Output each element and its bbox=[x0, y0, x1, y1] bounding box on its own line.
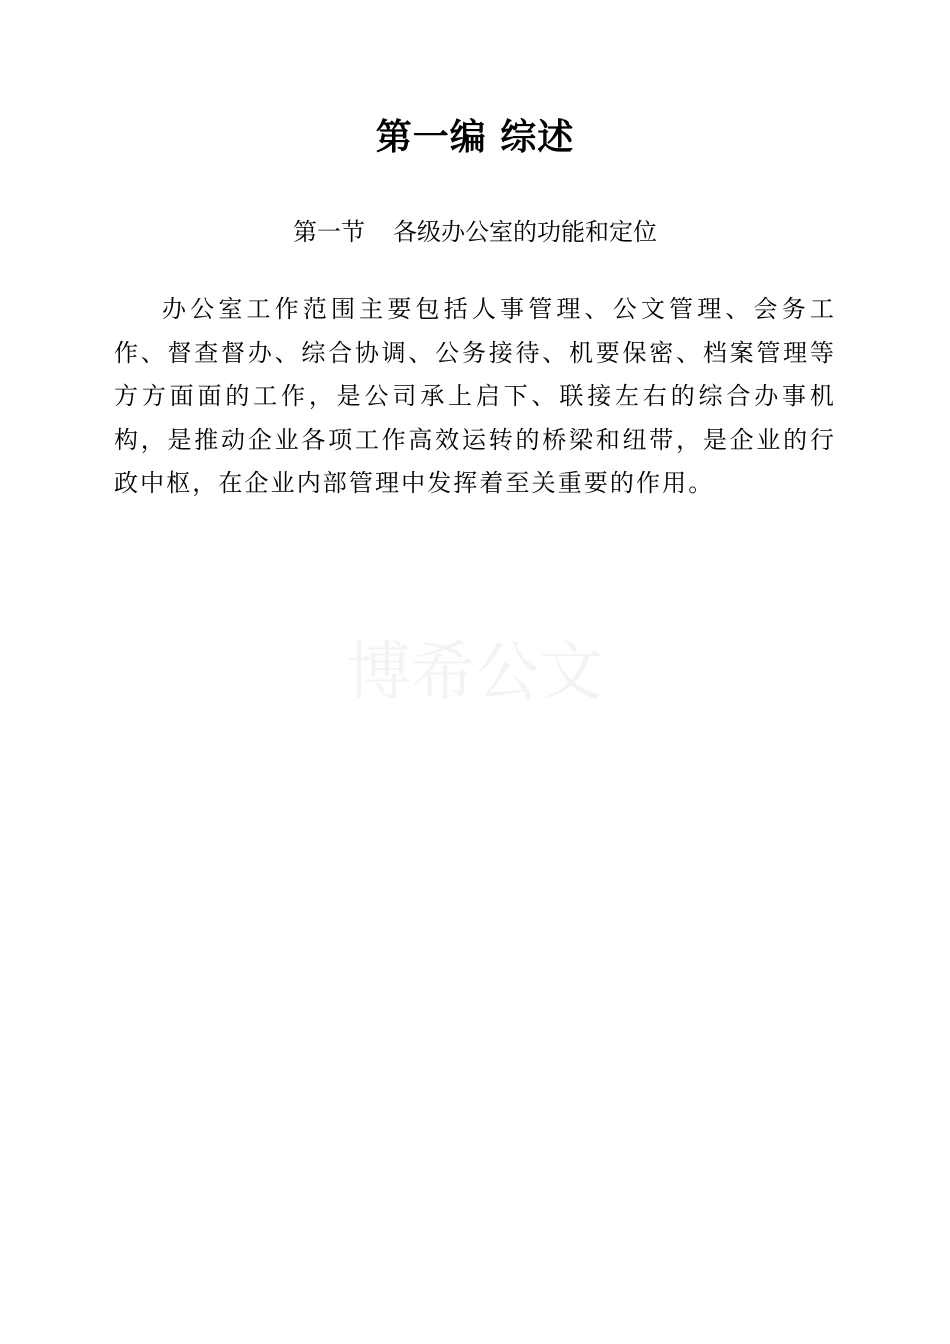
body-paragraph: 办公室工作范围主要包括人事管理、公文管理、会务工作、督查督办、综合协调、公务接待、机要保密、档案管理等方方面面的工作，是公司承上启下、联接左右的综合办事机构，是推动企业各项工作高效运转的桥梁和纽带，是企业的行政中枢，在企业内部管理中发挥着至关重要的作用。 bbox=[114, 295, 836, 497]
chapter-title: 第一编 综述 bbox=[375, 117, 575, 158]
section-number: 第一节 bbox=[293, 218, 365, 246]
section-title: 各级办公室的功能和定位 bbox=[393, 218, 657, 246]
watermark: 博希公文 bbox=[347, 636, 603, 710]
section-heading bbox=[0, 212, 950, 252]
